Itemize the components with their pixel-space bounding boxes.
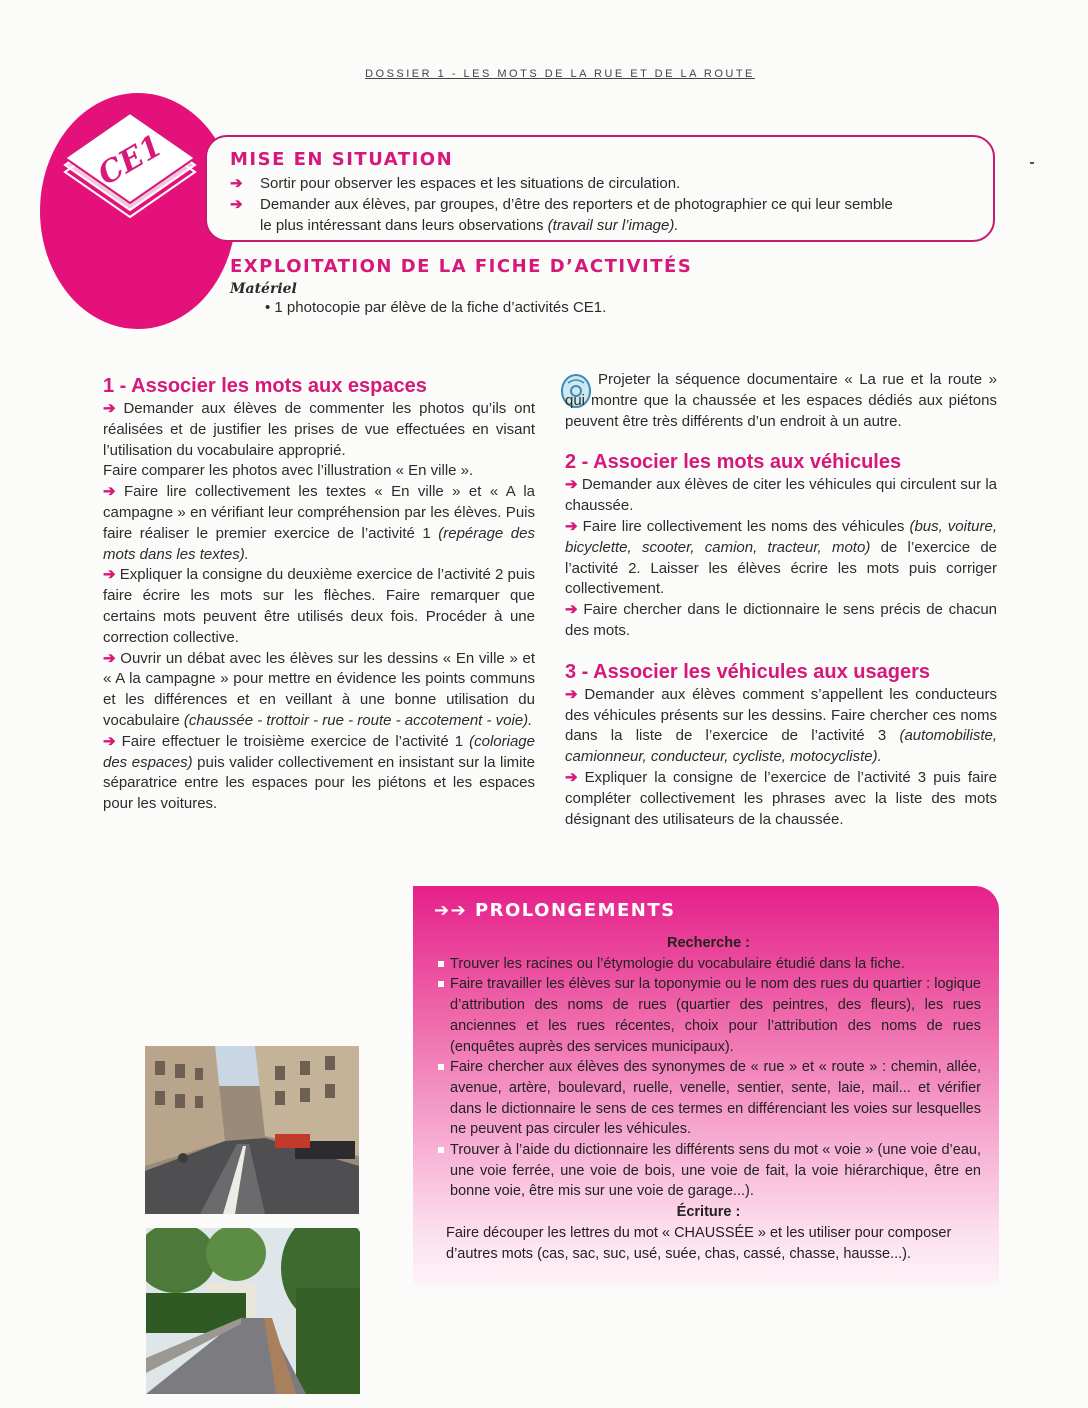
badge-label: CE1: [92, 128, 169, 193]
materiel-label: Matériel: [230, 281, 297, 297]
mise-en-situation-title: MISE EN SITUATION: [230, 149, 454, 170]
paragraph: ➔ Expliquer la consigne de l’exercice de l’activité 3 puis faire compléter collectivement les phrases avec la liste des mots désignant des utilisateurs de la chaussée.: [565, 768, 997, 828]
bullet-icon: [438, 1147, 444, 1153]
materiel-item: • 1 photocopie par élève de la fiche d’activités CE1.: [265, 299, 607, 316]
prolongements-content: [436, 933, 981, 1264]
paragraph: Faire comparer les photos avec l’illustration « En ville ».: [103, 462, 474, 480]
bullet-icon: [438, 981, 444, 987]
list-item: ➔ Sortir pour observer les espaces et les situations de circulation.: [230, 175, 681, 192]
list-item: Faire travailler les élèves sur la toponymie ou le nom des rues du quartier : logique d’attribution des noms de rues (quartier des peintres, des fleurs), les rues anciennes et les rues récentes, choix pour l’attribution des noms de rues (enquêtes auprès des services municipaux).: [436, 974, 981, 1057]
mise-en-situation-list: [230, 173, 980, 236]
list-item: ➔ Demander aux élèves, par groupes, d’être des reporters et de photographier ce qui leur semble: [230, 196, 893, 213]
arrow-right-icon: ➔: [230, 175, 243, 192]
scan-speck: [1030, 162, 1034, 164]
arrow-right-icon: ➔: [565, 476, 578, 494]
arrow-right-icon: ➔: [565, 768, 578, 786]
section-2-title: 2 - Associer les mots aux véhicules: [565, 451, 902, 474]
paragraph: ➔ Ouvrir un débat avec les élèves sur les dessins « En ville » et « A la campagne » pour mettre en évidence les points communs et les différences et en veillant à une bonne utilisation du vocabulaire (chaussée - trottoir - rue - route - accotement - voie).: [103, 649, 536, 729]
list-item: Trouver les racines ou l’étymologie du vocabulaire étudié dans la fiche.: [436, 954, 981, 975]
paragraph: ➔ Demander aux élèves de commenter les photos qu’ils ont réalisées et de justifier les prises de vue effectuées en visant l’utilisation du vocabulaire approprié.: [103, 400, 536, 459]
paragraph: ➔ Expliquer la consigne du deuxième exercice de l’activité 2 puis faire écrire les mots sur les flèches. Faire remarquer que certains mots peuvent être utilisés deux fois. Procéder à une correction collective.: [103, 566, 535, 646]
arrow-right-icon: ➔: [103, 649, 116, 667]
paragraph: ➔ Demander aux élèves de citer les véhicules qui circulent sur la chaussée.: [565, 476, 997, 515]
arrow-right-icon: ➔: [230, 196, 243, 213]
list-item: le plus intéressant dans leurs observations (travail sur l’image).: [260, 217, 679, 234]
left-column: [103, 373, 535, 815]
arrow-right-icon: ➔: [565, 601, 578, 619]
paragraph: ➔ Faire lire collectivement les textes « En ville » et « A la campagne » en vérifiant leur compréhension par les élèves. Puis faire réaliser le premier exercice de l’activité 1 (repérage des mots dans les textes).: [103, 483, 535, 563]
list-item: Trouver à l’aide du dictionnaire les différents sens du mot « voie » (une voie d’eau, une voie ferrée, une voie de bois, une voie de fait, la voie hiérarchique, être en bonne voie, être mis sur une voie de garage...).: [436, 1140, 981, 1202]
list-item: Faire chercher aux élèves des synonymes de « rue » et « route » : chemin, allée, avenue, artère, boulevard, ruelle, venelle, sentier, sente, laie, mail... et vérifier dans le dictionnaire le sens de ces termes en différenciant les voies sur lesquelles ne peuvent pas circuler les véhicules.: [436, 1057, 981, 1140]
arrow-right-icon: ➔: [565, 685, 578, 703]
bullet-icon: [438, 1064, 444, 1070]
prolongements-heading: [434, 900, 676, 921]
bullet-icon: [438, 961, 444, 967]
ce1-stamp-icon: [55, 110, 205, 220]
arrow-right-icon: ➔: [103, 483, 116, 501]
dvd-paragraph: Projeter la séquence documentaire « La rue et la route » qui montre que la chaussée et les espaces dédiés aux piétons peuvent être très différents d’un endroit à un autre.: [565, 371, 997, 430]
double-arrow-icon: ➔➔: [434, 900, 468, 921]
city-street-photo: [145, 1046, 359, 1214]
paragraph: ➔ Faire chercher dans le dictionnaire le sens précis de chacun des mots.: [565, 601, 997, 639]
ecriture-text: Faire découper les lettres du mot « CHAUSSÉE » et les utiliser pour composer d’autres mots (cas, sac, suc, usé, suée, chas, cassé, chasse, hausse...).: [446, 1224, 952, 1262]
arrow-right-icon: ➔: [103, 566, 116, 584]
paragraph: ➔ Demander aux élèves comment s’appellent les conducteurs des véhicules présents sur les dessins. Faire chercher ces noms dans la liste de l’exercice de l’activité 3 (automobiliste, camionneur, conducteur, cycliste, motocycliste).: [565, 685, 997, 766]
paragraph: ➔ Faire lire collectivement les noms des véhicules (bus, voiture, bicyclette, scooter, camion, tracteur, moto) de l’exercice de l’activité 2. Laisser les élèves écrire les mots puis corriger collectivement.: [565, 517, 998, 598]
prolongements-title: PROLONGEMENTS: [474, 900, 676, 921]
arrow-right-icon: ➔: [103, 732, 116, 750]
country-road-photo: [146, 1228, 360, 1394]
right-column: [565, 370, 997, 830]
running-header: DOSSIER 1 - LES MOTS DE LA RUE ET DE LA ROUTE: [365, 68, 755, 80]
arrow-right-icon: ➔: [565, 517, 578, 535]
paragraph: ➔ Faire effectuer le troisième exercice de l’activité 1 (coloriage des espaces) puis valider collectivement en insistant sur la limite séparatrice entre les espaces pour les piétons et les espaces pour les voitures.: [103, 732, 535, 813]
ecriture-label: Écriture :: [676, 1204, 741, 1221]
exploitation-title: EXPLOITATION DE LA FICHE D’ACTIVITÉS: [230, 256, 693, 277]
section-3-title: 3 - Associer les véhicules aux usagers: [565, 660, 931, 683]
arrow-right-icon: ➔: [103, 400, 116, 417]
section-1-title: 1 - Associer les mots aux espaces: [103, 375, 427, 397]
recherche-label: Recherche :: [666, 935, 750, 951]
